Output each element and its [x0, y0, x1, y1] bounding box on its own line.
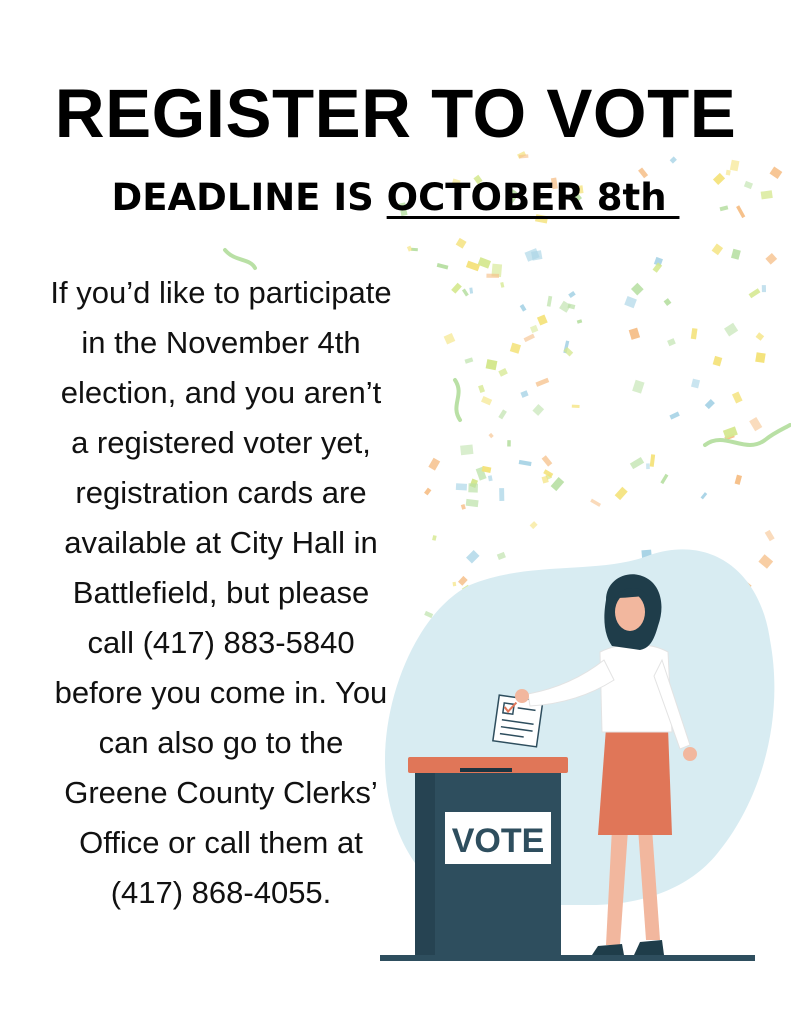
woman-skirt [598, 728, 672, 835]
page-title: REGISTER TO VOTE [54, 75, 737, 152]
body-line: (417) 868-4055. [110, 875, 332, 910]
ground-line [380, 955, 755, 961]
woman-face [615, 593, 645, 631]
body-line: can also go to the [98, 725, 344, 760]
deadline-date: OCTOBER 8th [386, 176, 680, 219]
vote-sign-label: VOTE [451, 822, 545, 860]
deadline-prefix: DEADLINE IS [111, 176, 387, 219]
body-line: available at City Hall in [64, 525, 378, 560]
body-line: call (417) 883-5840 [87, 625, 355, 660]
body-line: Greene County Clerks’ [64, 775, 378, 810]
body-line: before you come in. You [54, 675, 388, 710]
ballot-box-slot [460, 768, 512, 772]
body-line: Battlefield, but please [72, 575, 370, 610]
body-line: in the November 4th [81, 325, 361, 360]
ballot-box [408, 757, 568, 955]
body-line: If you’d like to participate [50, 275, 392, 310]
body-line: registration cards are [75, 475, 367, 510]
woman-shoes [592, 944, 624, 955]
body-line: Office or call them at [79, 825, 363, 860]
body-line: election, and you aren’t [60, 375, 382, 410]
ballot-box-shade [415, 773, 435, 955]
body-line: a registered voter yet, [71, 425, 371, 460]
